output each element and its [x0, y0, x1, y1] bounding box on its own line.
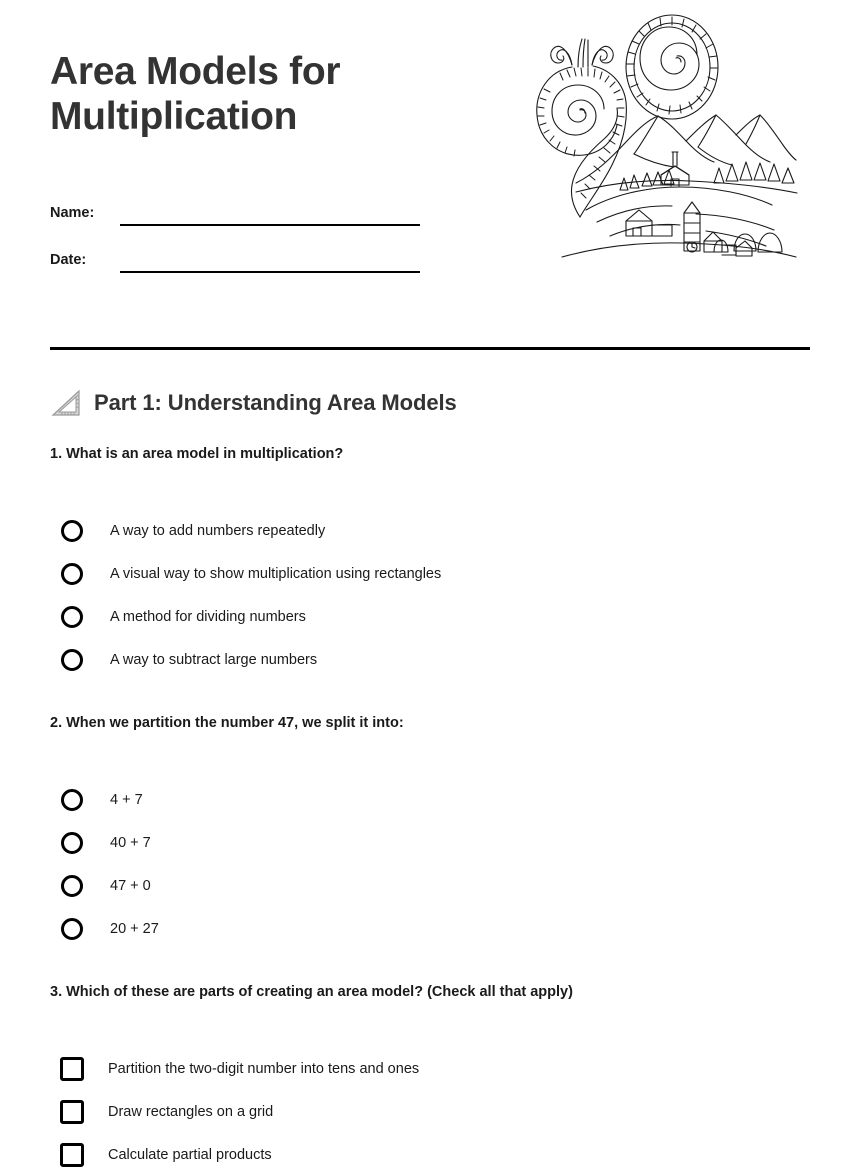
option-row[interactable]: [50, 778, 820, 821]
page-title: Area Models for Multiplication: [50, 50, 341, 138]
question-block-1: [50, 444, 820, 681]
date-field-input-line[interactable]: [120, 271, 420, 273]
rolling-hills: [562, 180, 797, 257]
option-label: 4 + 7: [110, 791, 143, 808]
option-label: 47 + 0: [110, 877, 151, 894]
radio-button[interactable]: [61, 832, 83, 854]
option-row[interactable]: [50, 907, 820, 950]
question-block-2: [50, 713, 820, 950]
decorative-illustration: [500, 5, 800, 270]
oval-koru-spiral: [626, 15, 718, 119]
option-label: A way to subtract large numbers: [110, 651, 318, 668]
option-label: A way to add numbers repeatedly: [110, 522, 326, 539]
option-row[interactable]: [50, 1133, 820, 1176]
question-block-3: [50, 982, 820, 1176]
option-label: Draw rectangles on a grid: [108, 1103, 274, 1120]
question-3-options: [50, 1047, 820, 1176]
option-row[interactable]: [50, 1090, 820, 1133]
question-1-text: 1. What is an area model in multiplication?: [50, 446, 344, 462]
question-2-text: 2. When we partition the number 47, we split it into:: [50, 715, 404, 731]
checkbox[interactable]: [60, 1057, 84, 1081]
question-3-text: 3. Which of these are parts of creating an area model? (Check all that apply): [50, 984, 573, 1000]
option-row[interactable]: [50, 509, 820, 552]
radio-button[interactable]: [61, 520, 83, 542]
option-label: 20 + 27: [110, 920, 159, 937]
section-title: Part 1: Understanding Area Models: [94, 390, 457, 415]
radio-button[interactable]: [61, 606, 83, 628]
question-1-options: [50, 509, 820, 681]
checkbox[interactable]: [60, 1100, 84, 1124]
name-field-label: Name:: [50, 205, 95, 221]
section-heading: [50, 388, 457, 418]
option-label: 40 + 7: [110, 834, 151, 851]
option-label: A visual way to show multiplication using rectangles: [110, 565, 442, 582]
option-row[interactable]: [50, 1047, 820, 1090]
option-row[interactable]: [50, 821, 820, 864]
option-row[interactable]: [50, 864, 820, 907]
radio-button[interactable]: [61, 918, 83, 940]
triangular-ruler-icon: [50, 388, 82, 418]
radio-button[interactable]: [61, 875, 83, 897]
option-label: Partition the two-digit number into tens and ones: [108, 1060, 420, 1077]
radio-button[interactable]: [61, 789, 83, 811]
question-2-options: [50, 778, 820, 950]
date-field-row: [50, 252, 430, 268]
checkbox[interactable]: [60, 1143, 84, 1167]
option-row[interactable]: [50, 552, 820, 595]
name-field-row: [50, 205, 430, 221]
option-label: A method for dividing numbers: [110, 608, 306, 625]
date-field-label: Date:: [50, 252, 87, 268]
name-field-input-line[interactable]: [120, 224, 420, 226]
radio-button[interactable]: [61, 649, 83, 671]
option-row[interactable]: [50, 638, 820, 681]
section-divider: [50, 347, 810, 350]
radio-button[interactable]: [61, 563, 83, 585]
option-label: Calculate partial products: [108, 1146, 272, 1163]
option-row[interactable]: [50, 595, 820, 638]
